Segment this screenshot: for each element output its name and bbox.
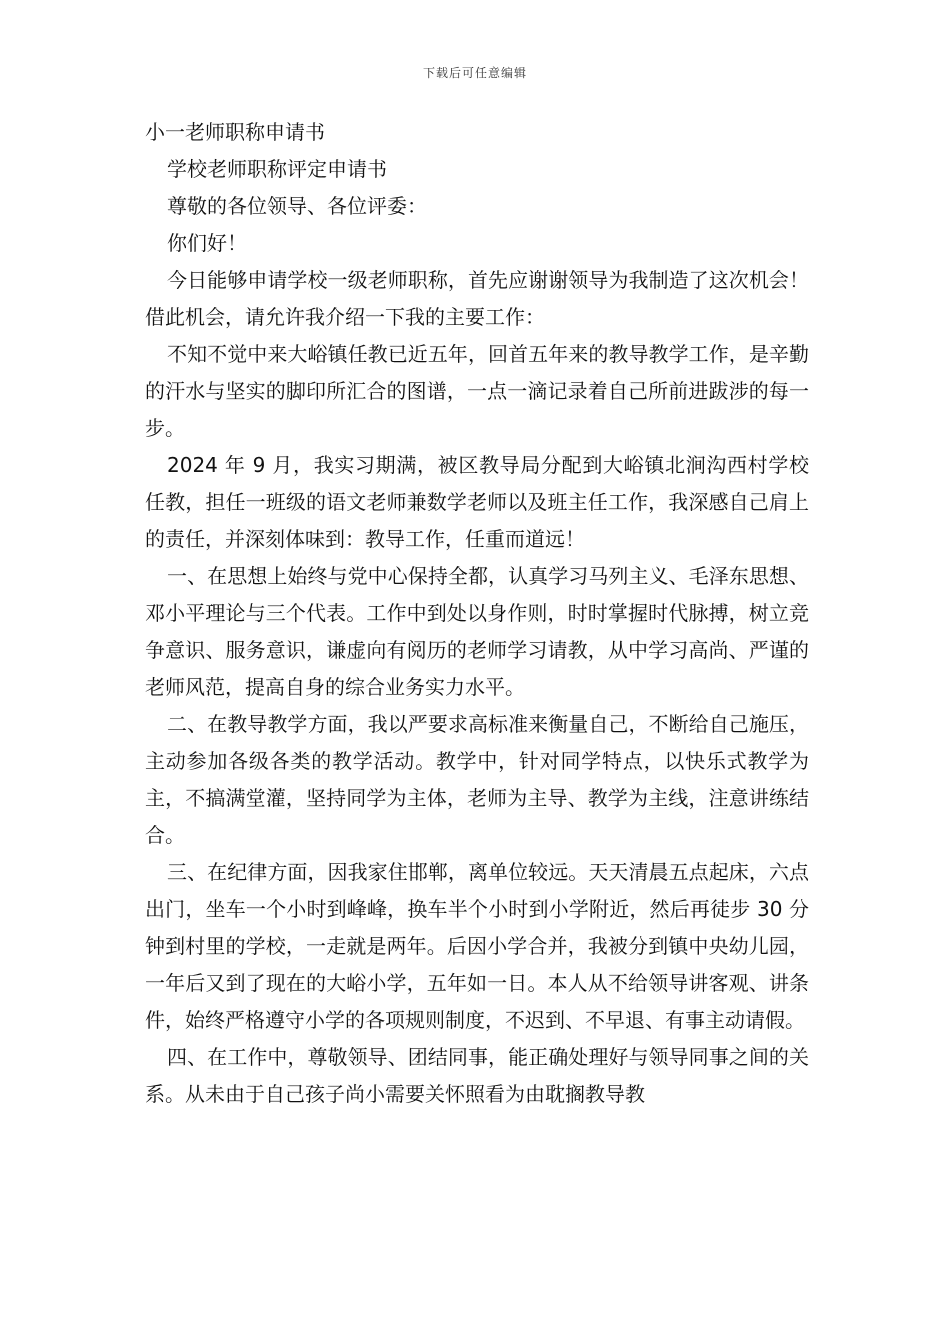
paragraph-section-2: 二、在教导教学方面，我以严要求高标准来衡量自己，不断给自己施压，主动参加各级各类的教学活动。教学中，针对同学特点，以快乐式教学为主，不搞满堂灌，坚持同学为主体，老师为主导、教学为主线，注意讲练结合。 — [145, 712, 809, 847]
paragraph-greeting: 你们好！ — [167, 231, 247, 255]
paragraph-subtitle: 学校老师职称评定申请书 — [167, 157, 387, 181]
page-header-note: 下载后可任意编辑 — [422, 66, 527, 80]
paragraph-salutation: 尊敬的各位领导、各位评委： — [167, 194, 427, 218]
paragraph-section-4: 四、在工作中，尊敬领导、团结同事，能正确处理好与领导同事之间的关系。从未由于自己孩子尚小需要关怀照看为由耽搁教导教 — [145, 1045, 809, 1106]
paragraph-assignment: 2024 年 9 月，我实习期满，被区教导局分配到大峪镇北涧沟西村学校任教，担任一班级的语文老师兼数学老师以及班主任工作，我深感自己肩上的责任，并深刻体味到：教导工作，任重而道远！ — [145, 453, 809, 551]
paragraph-review: 不知不觉中来大峪镇任教已近五年，回首五年来的教导教学工作，是辛勤的汗水与坚实的脚印所汇合的图谱，一点一滴记录着自己所前进跋涉的每一步。 — [145, 342, 809, 440]
document-title: 小一老师职称申请书 — [145, 120, 325, 144]
paragraph-section-1: 一、在思想上始终与党中心保持全都，认真学习马列主义、毛泽东思想、邓小平理论与三个代表。工作中到处以身作则，时时掌握时代脉搏，树立竞争意识、服务意识，谦虚向有阅历的老师学习请教，从中学习高尚、严谨的老师风范，提高自身的综合业务实力水平。 — [145, 564, 809, 699]
paragraph-section-3: 三、在纪律方面，因我家住邯郸，离单位较远。天天清晨五点起床，六点出门，坐车一个小时到峰峰，换车半个小时到小学附近，然后再徒步 30 分钟到村里的学校，一走就是两年。后因小学合并，我被分到镇中央幼儿园，一年后又到了现在的大峪小学，五年如一日。本人从不给领导讲客观、讲条件，始终严格遵守小学的各项规则制度，不迟到、不早退、有事主动请假。 — [145, 860, 809, 1032]
document-body — [145, 114, 809, 1113]
paragraph-intro: 今日能够申请学校一级老师职称，首先应谢谢领导为我制造了这次机会！借此机会，请允许我介绍一下我的主要工作： — [145, 268, 809, 329]
